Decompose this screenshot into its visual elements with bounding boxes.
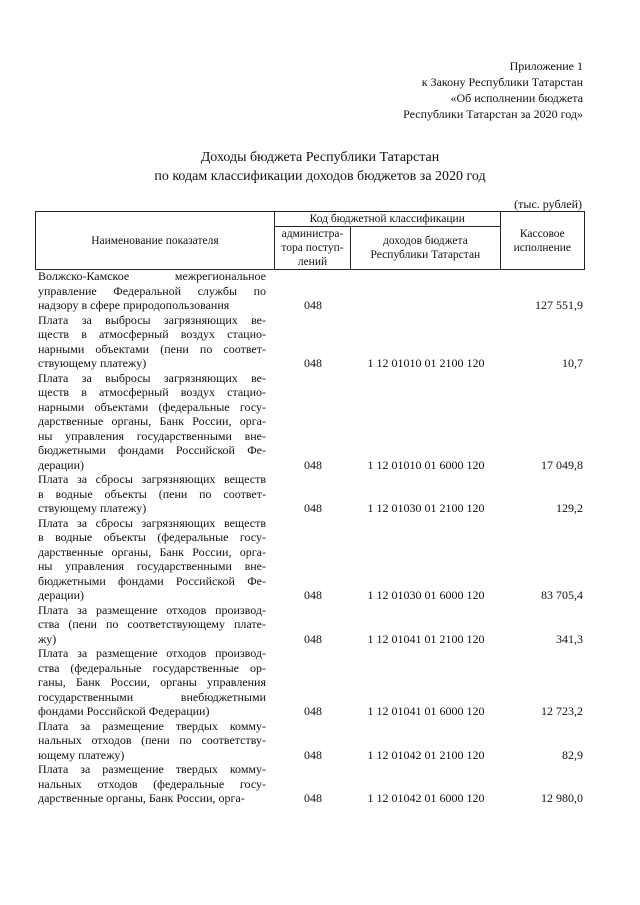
indicator-name-line: в водные объекты (федеральные госу- <box>38 530 266 544</box>
indicator-name-line: нальных отходов (федеральные госу- <box>38 776 266 791</box>
indicator-name-line: ства (пени по соответствующему плате- <box>38 617 266 631</box>
indicator-name-line: ществ в атмосферный воздух стацио- <box>38 385 266 399</box>
header-execution-line: исполнение <box>513 241 572 254</box>
execution-amount: 83 705,4 <box>541 588 583 602</box>
table-row <box>0 472 640 516</box>
admin-code: 048 <box>304 501 322 515</box>
unit-label: (тыс. рублей) <box>514 197 582 211</box>
income-code: 1 12 01010 01 2100 120 <box>367 356 485 370</box>
appendix-line: «Об исполнении бюджета <box>450 91 583 105</box>
table-row <box>0 269 640 313</box>
indicator-name-line: ны управления государственными вне- <box>38 428 266 443</box>
indicator-name-line: государственными внебюджетными <box>38 689 266 704</box>
income-code: 1 12 01042 01 2100 120 <box>367 747 485 762</box>
income-code: 1 12 01041 01 2100 120 <box>367 631 485 646</box>
header-admin-line: лений <box>297 256 328 268</box>
indicator-name-line: нарными объектами (федеральные госу- <box>38 399 266 414</box>
table-body <box>0 269 640 806</box>
table-row <box>0 719 640 763</box>
header-code-group <box>274 212 500 227</box>
execution-amount: 12 980,0 <box>541 791 583 805</box>
table-row <box>0 646 640 719</box>
execution-amount: 127 551,9 <box>535 298 583 312</box>
header-income-line: Республики Татарстан <box>370 249 481 261</box>
income-code: 1 12 01041 01 6000 120 <box>367 704 485 718</box>
indicator-name <box>38 313 266 371</box>
header-execution-column <box>500 212 584 270</box>
indicator-name-line: фондами Российской Федерации) <box>38 704 210 718</box>
header-execution-line: Кассовое <box>519 227 565 240</box>
indicator-name <box>38 646 266 719</box>
header-code-group-label: Код бюджетной классификации <box>309 213 465 225</box>
appendix-line: Приложение 1 <box>509 59 583 73</box>
indicator-name-line: Плата за сбросы загрязняющих веществ <box>38 515 266 530</box>
table-row <box>0 762 640 806</box>
indicator-name-line: нальных отходов (пени по соответству- <box>38 733 266 747</box>
indicator-name-line: дарственные органы, Банк России, орга- <box>38 414 266 428</box>
title-line: Доходы бюджета Республики Татарстан <box>200 150 440 165</box>
indicator-name <box>38 472 266 516</box>
indicator-name-line: бюджетными фондами Российской Фе- <box>38 443 266 457</box>
indicator-name-line: в водные объекты (пени по соответ- <box>38 486 266 501</box>
indicator-name <box>38 269 266 313</box>
indicator-name-line: жу) <box>38 631 57 646</box>
table-row <box>0 313 640 371</box>
indicator-name-line: ствующему платежу) <box>38 501 147 515</box>
indicator-name-line: надзору в сфере природопользования <box>38 298 230 312</box>
execution-amount: 10,7 <box>562 356 583 370</box>
document-title <box>0 148 640 186</box>
indicator-name <box>38 516 266 603</box>
header-admin-line: тора поступ- <box>281 242 344 254</box>
indicator-name-line: дарственные органы, Банк России, орга- <box>38 544 266 559</box>
income-code: 1 12 01030 01 6000 120 <box>367 588 485 602</box>
indicator-name-line: дерации) <box>38 588 85 602</box>
indicator-name-line: ганы, Банк России, органы управления <box>38 675 266 689</box>
income-code: 1 12 01010 01 6000 120 <box>367 457 485 472</box>
execution-amount: 341,3 <box>556 631 583 646</box>
execution-amount: 82,9 <box>562 747 583 762</box>
admin-code: 048 <box>304 747 322 762</box>
header-admin-line: администра- <box>281 228 344 240</box>
table-row <box>0 516 640 603</box>
header-name-label: Наименование показателя <box>91 234 219 247</box>
indicator-name-line: Плата за выбросы загрязняющих ве- <box>38 370 266 385</box>
admin-code: 048 <box>304 298 322 312</box>
income-code: 1 12 01030 01 2100 120 <box>367 501 485 515</box>
admin-code: 048 <box>304 791 322 805</box>
indicator-name-line: ства (федеральные государственные ор- <box>38 660 266 675</box>
indicator-name-line: ны управления государственными вне- <box>38 559 266 573</box>
indicator-name-line: ющему платежу) <box>38 747 125 762</box>
header-income-column <box>351 227 501 270</box>
admin-code: 048 <box>304 704 322 718</box>
indicator-name-line: управление Федеральной службы по <box>38 283 266 298</box>
indicator-name-line: Плата за размещение отходов производ- <box>38 646 266 660</box>
table-header <box>35 211 585 270</box>
appendix-line: Республики Татарстан за 2020 год» <box>403 107 583 121</box>
indicator-name-line: Плата за сбросы загрязняющих веществ <box>38 472 266 486</box>
indicator-name-line: Плата за размещение твердых комму- <box>38 718 266 733</box>
indicator-name-line: ществ в атмосферный воздух стацио- <box>38 327 266 341</box>
header-name-column <box>36 212 275 270</box>
appendix-caption <box>403 58 583 122</box>
indicator-name-line: бюджетными фондами Российской Фе- <box>38 573 266 588</box>
admin-code: 048 <box>304 631 322 646</box>
header-admin-column <box>274 227 350 270</box>
table-row <box>0 603 640 647</box>
execution-amount: 12 723,2 <box>541 704 583 718</box>
indicator-name-line: ствующему платежу) <box>38 356 147 370</box>
admin-code: 048 <box>304 457 322 472</box>
indicator-name <box>38 371 266 473</box>
income-code: 1 12 01042 01 6000 120 <box>367 791 485 805</box>
admin-code: 048 <box>304 356 322 370</box>
indicator-name-line: нарными объектами (пени по соответ- <box>38 341 266 356</box>
indicator-name-line: Волжско-Камское межрегиональное <box>38 269 266 283</box>
indicator-name-line: дерации) <box>38 457 85 472</box>
indicator-name-line: Плата за выбросы загрязняющих ве- <box>38 312 266 327</box>
header-income-line: доходов бюджета <box>382 235 468 247</box>
admin-code: 048 <box>304 588 322 602</box>
indicator-name-line: Плата за размещение отходов производ- <box>38 602 266 617</box>
execution-amount: 17 049,8 <box>541 457 583 472</box>
indicator-name-line: Плата за размещение твердых комму- <box>38 762 266 776</box>
execution-amount: 129,2 <box>556 501 583 515</box>
table-row <box>0 371 640 473</box>
indicator-name-line: дарственные органы, Банк России, орга- <box>38 791 245 805</box>
indicator-name <box>38 762 266 806</box>
title-line: по кодам классификации доходов бюджетов за 2020 год <box>154 169 486 184</box>
indicator-name <box>38 603 266 647</box>
appendix-line: к Закону Республики Татарстан <box>421 75 583 89</box>
indicator-name <box>38 719 266 763</box>
